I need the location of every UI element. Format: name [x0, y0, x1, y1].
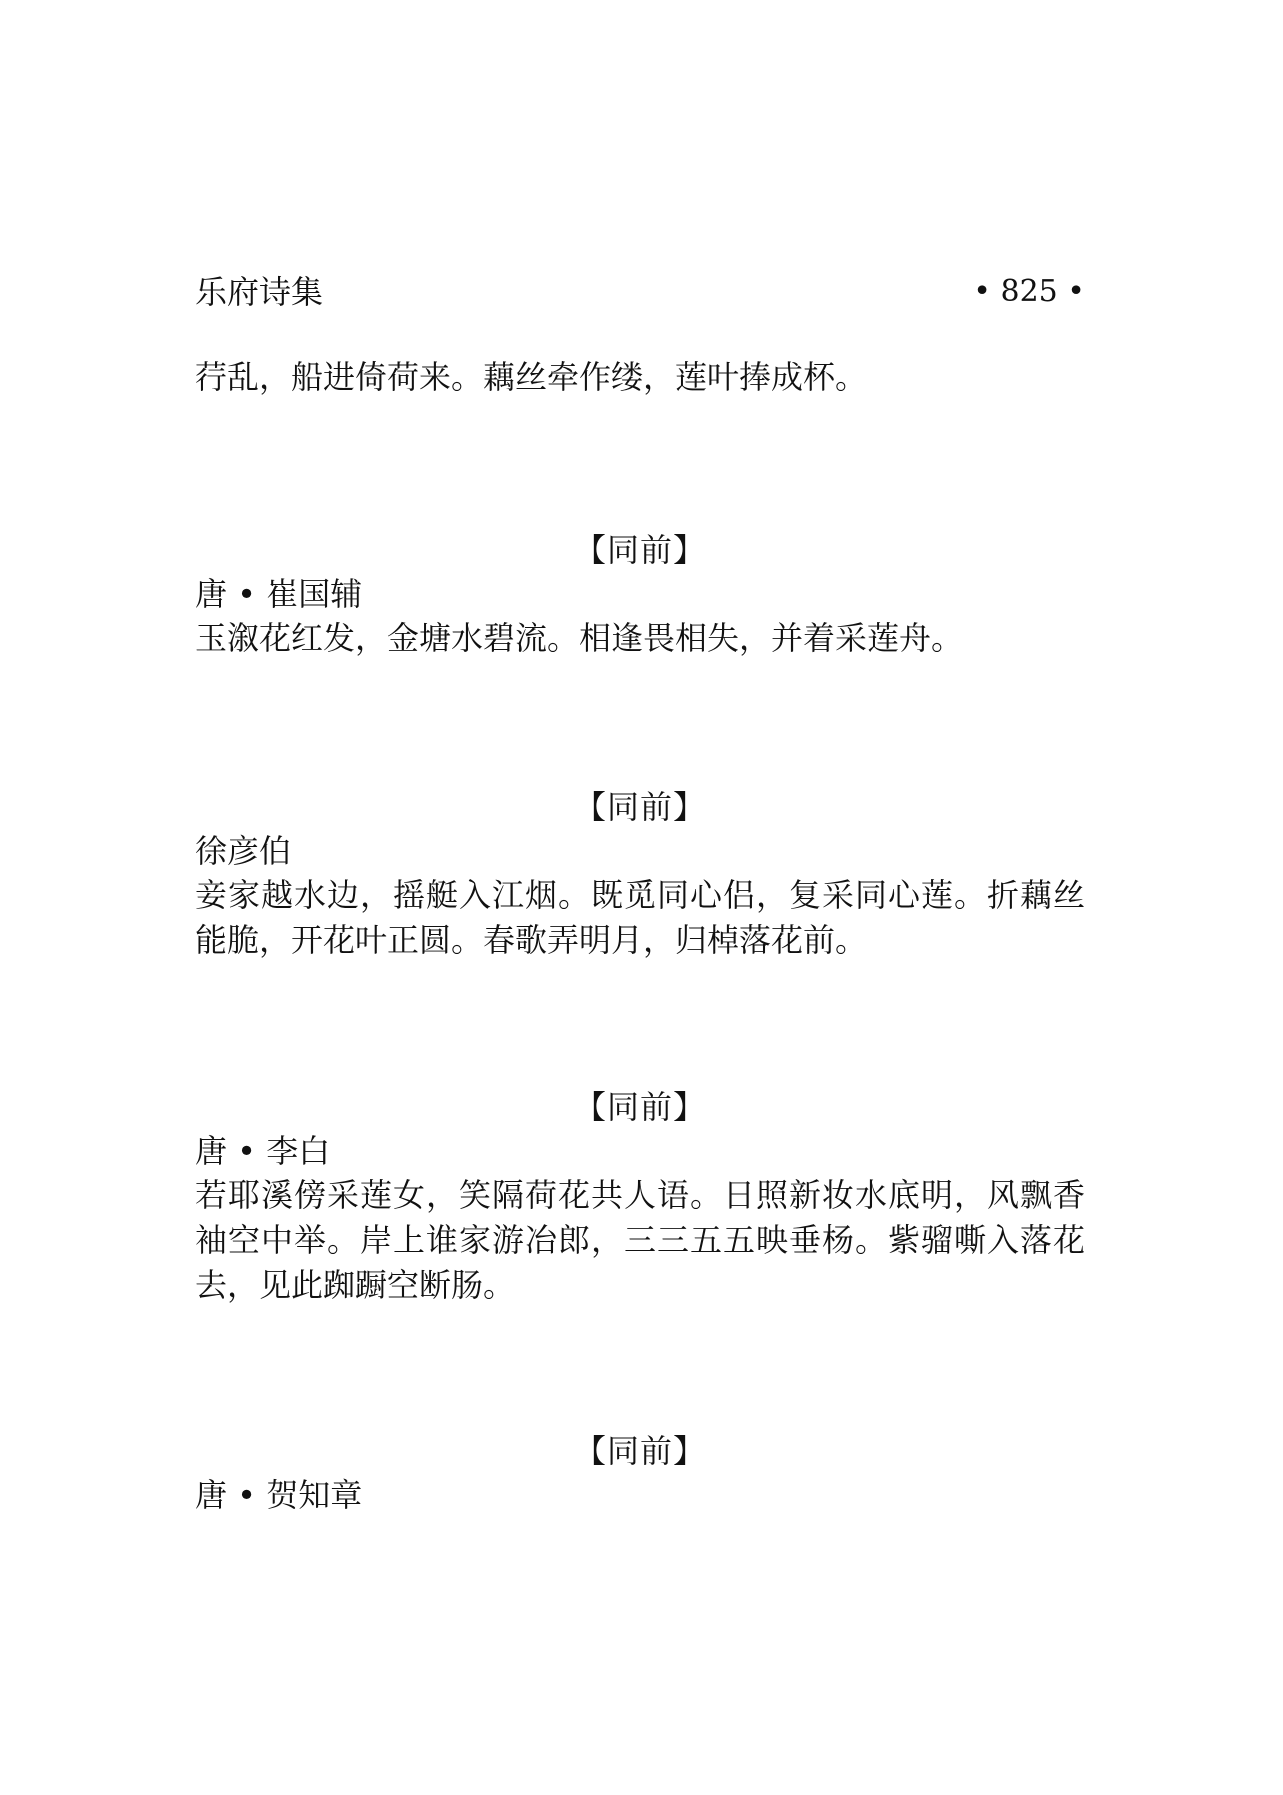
page-number: • 825 • [973, 274, 1085, 309]
document-page [195, 0, 1085, 1795]
poem-block [195, 785, 1085, 963]
continued-poem-text: 荇乱，船进倚荷来。藕丝牵作缕，莲叶捧成杯。 [195, 358, 868, 396]
section-title: 【同前】 [573, 1088, 706, 1126]
poem-text: 若耶溪傍采莲女，笑隔荷花共人语。日照新妆水底明，风飘香袖空中举。岸上谁家游冶郎，三三五五映垂杨。紫骝嘶入落花去，见此踟蹰空断肠。 [195, 1176, 1085, 1304]
book-title: 乐府诗集 [195, 273, 324, 311]
poem-author: 唐 • 贺知章 [195, 1476, 363, 1514]
poem-author: 唐 • 崔国辅 [195, 575, 363, 613]
poem-block [195, 528, 1085, 661]
page-header [195, 270, 1085, 314]
poem-author: 徐彦伯 [195, 832, 292, 870]
poem-block [195, 1085, 1085, 1308]
poem-text: 玉溆花红发，金塘水碧流。相逢畏相失，并着采莲舟。 [195, 619, 964, 657]
section-title: 【同前】 [573, 531, 706, 569]
poem-author: 唐 • 李白 [195, 1132, 331, 1170]
poem-block [195, 1429, 1085, 1517]
section-title: 【同前】 [573, 788, 706, 826]
section-title: 【同前】 [573, 1432, 706, 1470]
poem-text: 妾家越水边，摇艇入江烟。既觅同心侣，复采同心莲。折藕丝能脆，开花叶正圆。春歌弄明月，归棹落花前。 [195, 876, 1085, 959]
